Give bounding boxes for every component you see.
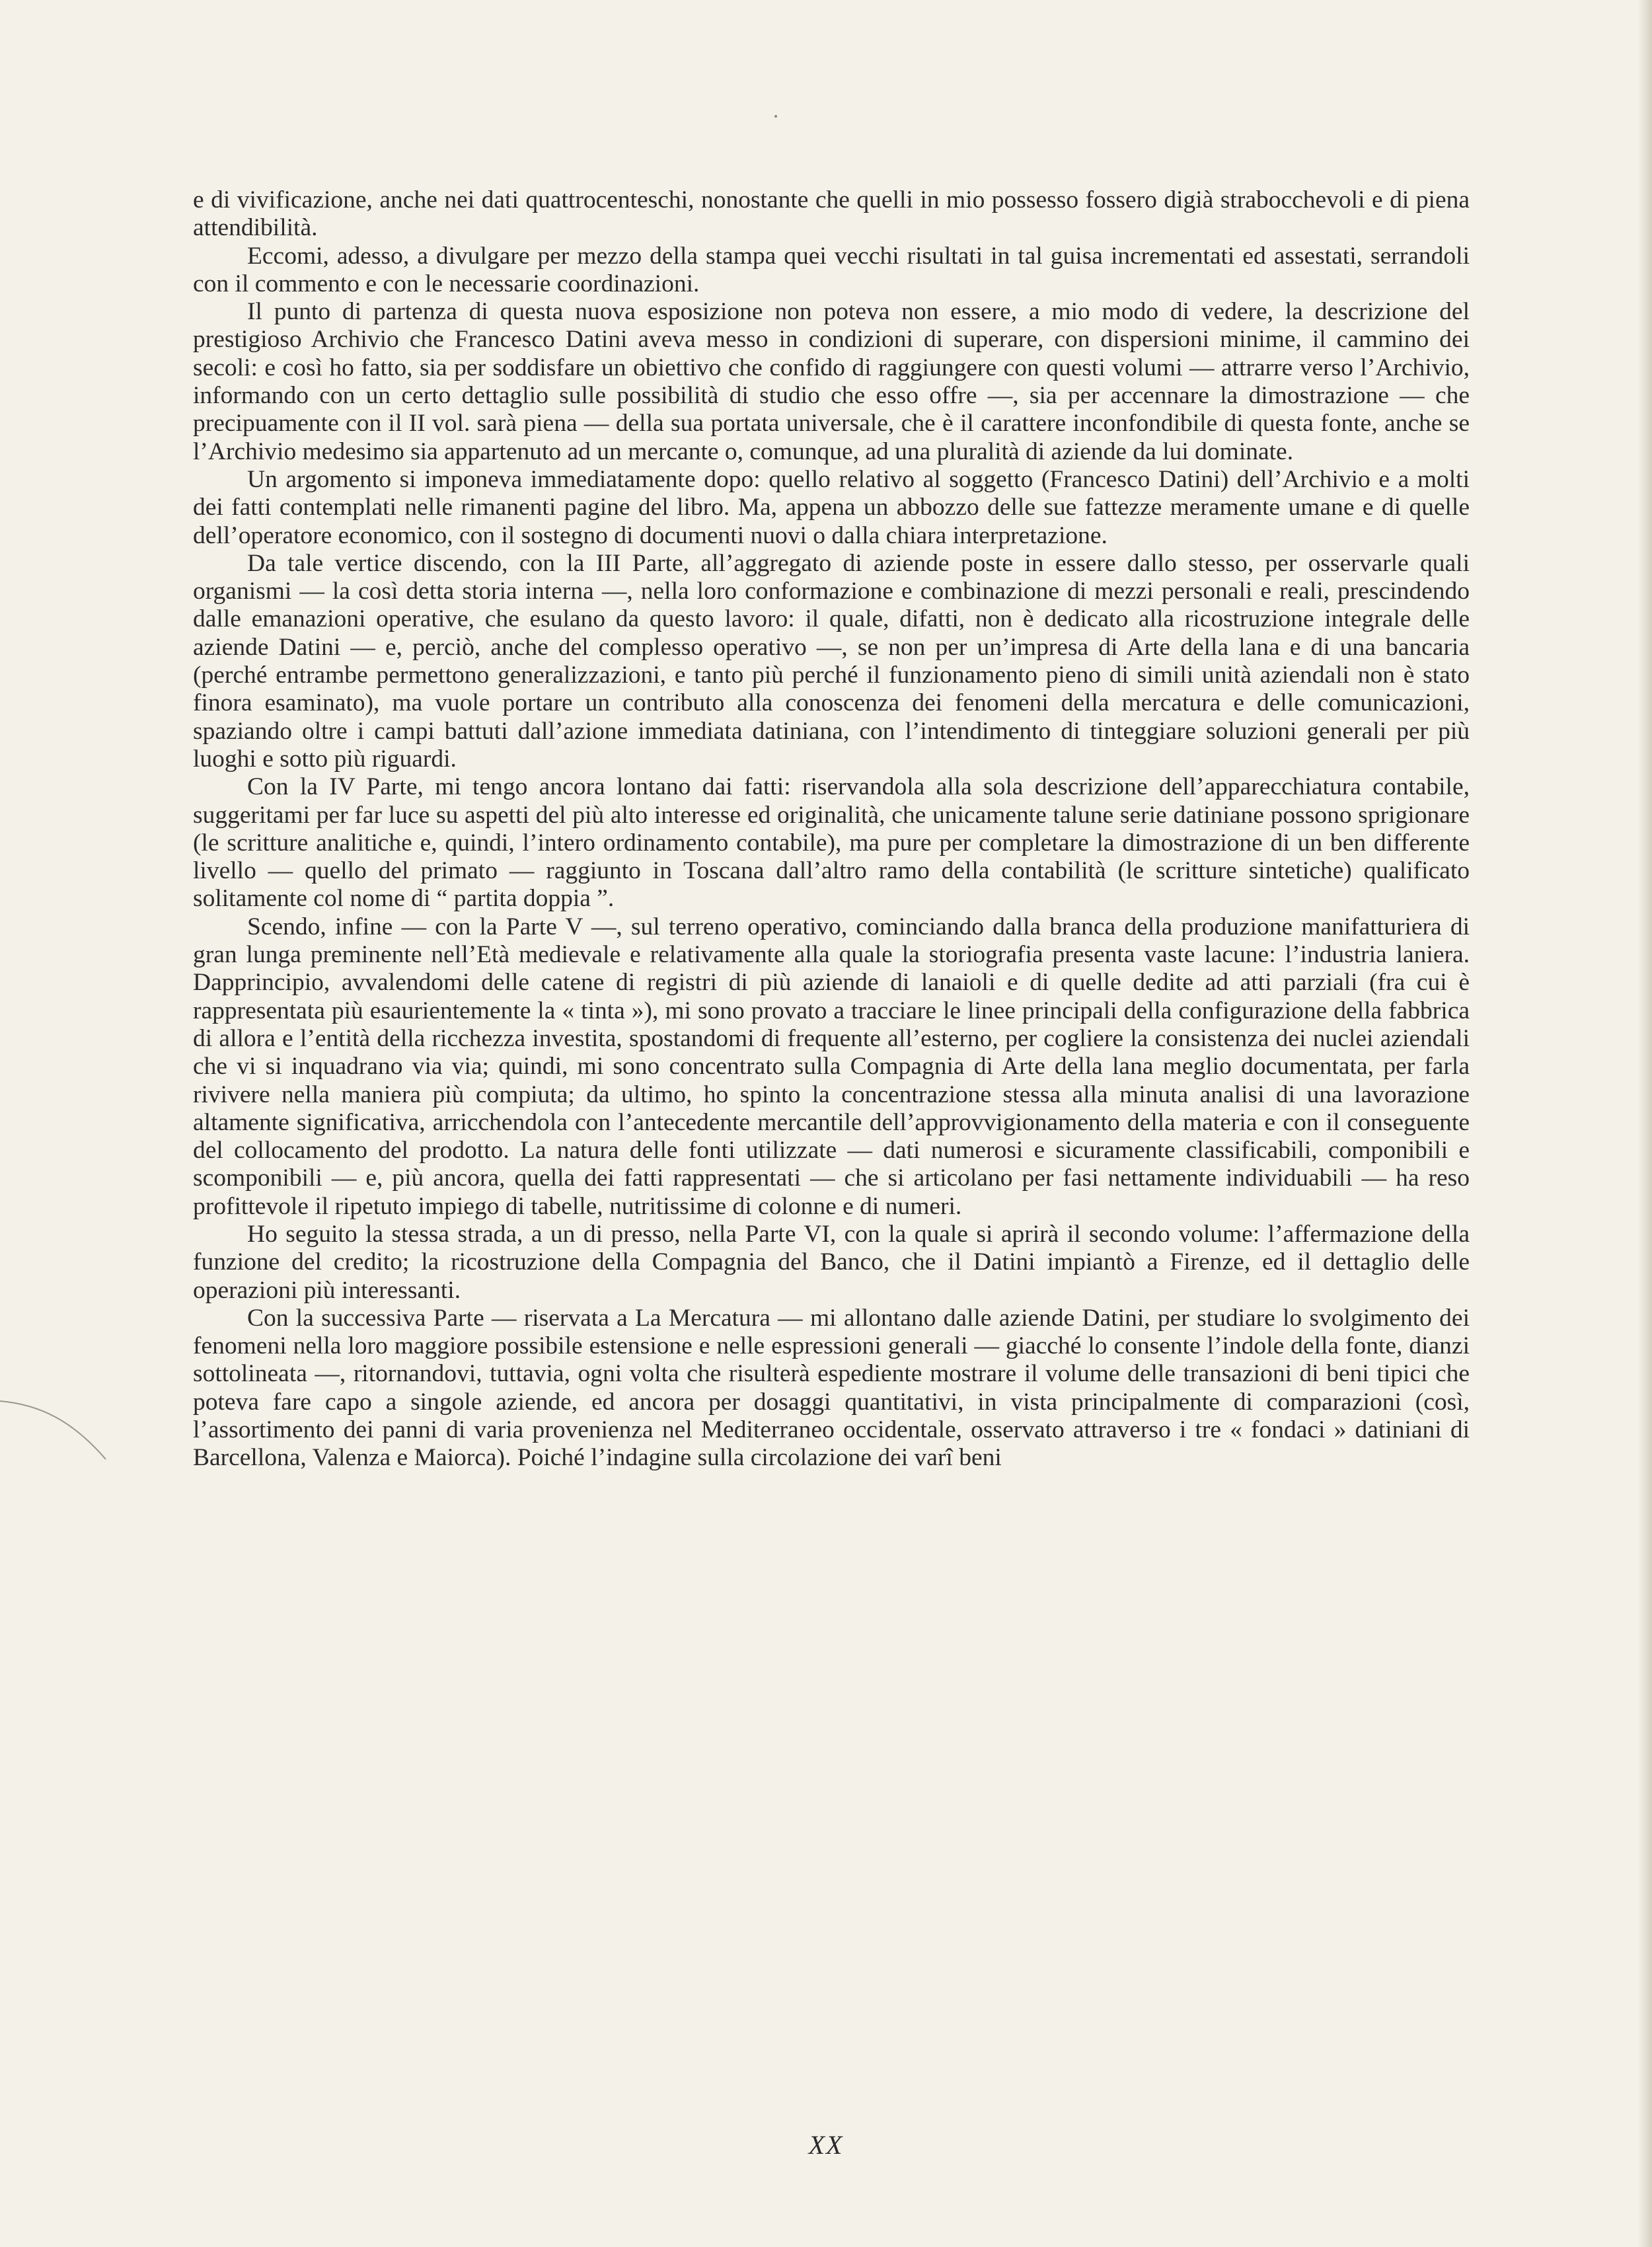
body-text <box>193 186 1470 1472</box>
page-number: XX <box>808 2130 844 2160</box>
paragraph-3: Il punto di partenza di questa nuova esposizione non poteva non essere, a mio modo di vedere, la descrizione del prestigioso Archivio che Francesco Datini aveva messo in condizioni di superare, con dispersioni minime, il cammino dei secoli: e così ho fatto, sia per soddisfare un obiettivo che confido di raggiungere con questi volumi — attrarre verso l’Archivio, informando con un certo dettaglio sulle possibilità di studio che esso offre —, sia per accennare la dimostrazione — che precipuamente con il II vol. sarà piena — della sua portata universale, che è il carattere inconfondibile di questa fonte, anche se l’Archivio medesimo sia appartenuto ad un mercante o, comunque, ad una pluralità di aziende da lui dominate. <box>193 298 1470 465</box>
print-speck <box>774 115 777 118</box>
paragraph-5: Da tale vertice discendo, con la III Parte, all’aggregato di aziende poste in essere dallo stesso, per osservarle quali organismi — la così detta storia interna —, nella loro conformazione e combinazione di mezzi personali e reali, prescindendo dalle emanazioni operative, che esulano da questo lavoro: il quale, difatti, non è dedicato alla ricostruzione integrale delle aziende Datini — e, perciò, anche del complesso operativo —, se non per un’impresa di Arte della lana e di una bancaria (perché entrambe permettono generalizzazioni, e tanto più perché il funzionamento pieno di simili unità aziendali non è stato finora esaminato), ma vuole portare un contributo alla conoscenza dei fenomeni della mercatura e delle comunicazioni, spaziando oltre i campi battuti dall’azione immediata datiniana, con l’intendimento di tinteggiare soluzioni generali per più luoghi e sotto più riguardi. <box>193 549 1470 773</box>
paragraph-7: Scendo, infine — con la Parte V —, sul terreno operativo, cominciando dalla branca della produzione manifatturiera di gran lunga preminente nell’Età medievale e relativamente alla quale la storiografia presenta vaste lacune: l’industria laniera. Dapprincipio, avvalendomi delle catene di registri di più aziende di lanaioli e di quelle dedite ad atti parziali (fra cui è rappresentata più esaurientemente la « tinta »), mi sono provato a tracciare le linee principali della configurazione della fabbrica di allora e l’entità della ricchezza investita, spostandomi di frequente all’esterno, per cogliere la consistenza dei nuclei aziendali che vi si inquadrano via via; quindi, mi sono concentrato sulla Compagnia di Arte della lana meglio documentata, per farla rivivere nella maniera più compiuta; da ultimo, ho spinto la concentrazione stessa alla minuta analisi di una lavorazione altamente significativa, arricchendola con l’antecedente mercantile dell’approvvigionamento della materia e con il conseguente del collocamento del prodotto. La natura delle fonti utilizzate — dati numerosi e sicuramente classificabili, componibili e scomponibili — e, più ancora, quella dei fatti rappresentati — che si articolano per fasi nettamente individuabili — ha reso profittevole il ripetuto impiego di tabelle, nutritissime di colonne e di numeri. <box>193 913 1470 1220</box>
paragraph-1: e di vivificazione, anche nei dati quattrocenteschi, nonostante che quelli in mio possesso fossero digià strabocchevoli e di piena attendibilità. <box>193 186 1470 242</box>
paragraph-2: Eccomi, adesso, a divulgare per mezzo della stampa quei vecchi risultati in tal guisa incrementati ed assestati, serrandoli con il commento e con le necessarie coordinazioni. <box>193 242 1470 297</box>
paragraph-9: Con la successiva Parte — riservata a La Mercatura — mi allontano dalle aziende Datini, per studiare lo svolgimento dei fenomeni nella loro maggiore possibile estensione e nelle espressioni generali — giacché lo consente l’indole della fonte, dianzi sottolineata —, ritornandovi, tuttavia, ogni volta che risulterà espediente mostrare il volume delle transazioni di beni tipici che poteva fare capo a singole aziende, ed ancora per dosaggi quantitativi, in vista principalmente di comparazioni (così, l’assortimento dei panni di varia provenienza nel Mediterraneo occidentale, osservato attraverso i tre « fondaci » datiniani di Barcellona, Valenza e Maiorca). Poiché l’indagine sulla circolazione dei varî beni <box>193 1304 1470 1472</box>
page-fold-mark <box>0 1375 112 1461</box>
paragraph-8: Ho seguito la stessa strada, a un di presso, nella Parte VI, con la quale si aprirà il secondo volume: l’affermazione della funzione del credito; la ricostruzione della Compagnia del Banco, che il Datini impiantò a Firenze, ed il dettaglio delle operazioni più interessanti. <box>193 1220 1470 1304</box>
paragraph-6: Con la IV Parte, mi tengo ancora lontano dai fatti: riservandola alla sola descrizione dell’apparecchiatura contabile, suggeritami per far luce su aspetti del più alto interesse ed originalità, che unicamente talune serie datiniane possono sprigionare (le scritture analitiche e, quindi, l’intero ordinamento contabile), ma pure per completare la dimostrazione di un ben differente livello — quello del primato — raggiunto in Toscana dall’altro ramo della contabilità (le scritture sintetiche) qualificato solitamente col nome di “ partita doppia ”. <box>193 773 1470 913</box>
paragraph-4: Un argomento si imponeva immediatamente dopo: quello relativo al soggetto (Francesco Datini) dell’Archivio e a molti dei fatti contemplati nelle rimanenti pagine del libro. Ma, appena un abbozzo delle sue fattezze meramente umane e di quelle dell’operatore economico, con il sostegno di documenti nuovi o dalla chiara interpretazione. <box>193 465 1470 549</box>
page-edge <box>1637 0 1652 2247</box>
